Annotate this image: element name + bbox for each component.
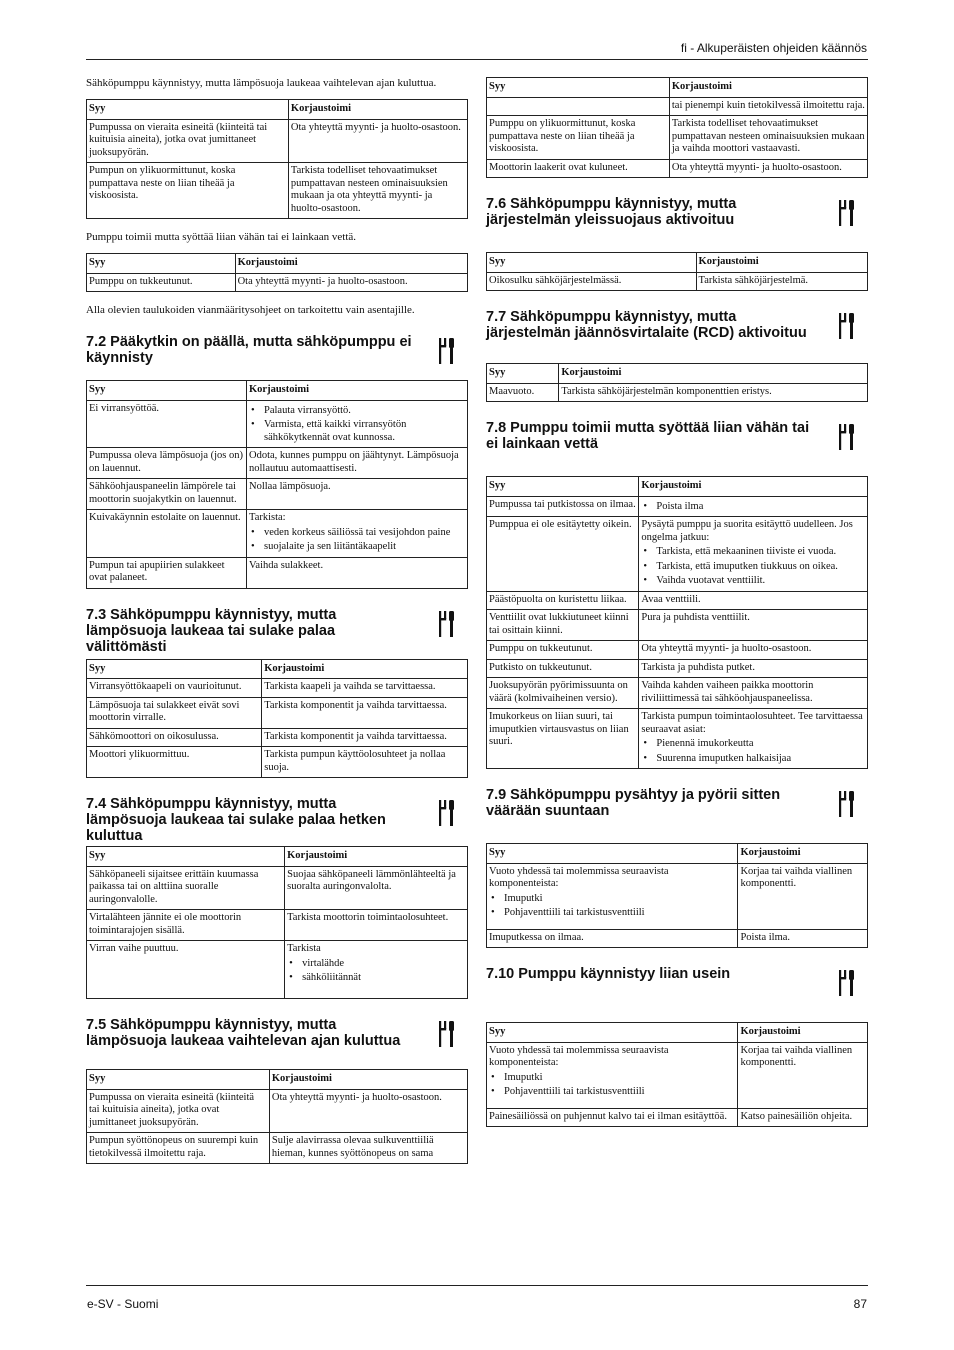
section-7-8-heading: 7.8 Pumppu toimii mutta syöttää liian vähän tai ei lainkaan vettä	[486, 420, 868, 454]
wrench-screwdriver-icon	[436, 1019, 458, 1049]
col-header-action: Korjaustoimi	[262, 659, 468, 679]
col-header-action: Korjaustoimi	[288, 100, 467, 120]
intro-text: Sähköpumppu käynnistyy, mutta lämpösuoja laukeaa vaihtelevan ajan kuluttua.	[86, 77, 437, 89]
body-text: Alla olevien taulukoiden vianmääritysohjeet on tarkoitettu vain asentajille.	[86, 304, 415, 316]
section-7-10-heading: 7.10 Pumppu käynnistyy liian usein	[486, 966, 868, 1000]
table-row: Pumpussa tai putkistossa on ilmaa. • Poista ilma	[487, 496, 868, 517]
col-header-cause: Syy	[487, 364, 559, 384]
table-row: Moottori ylikuormittuu. Tarkista pumpun käyttöolosuhteet ja nollaa suoja.	[87, 747, 468, 778]
col-header-cause: Syy	[87, 1070, 270, 1090]
table-row: Pumppua ei ole esitäytetty oikein. Pysäytä pumppu ja suorita esitäyttö uudelleen. Jos ongelma jatkuu: • Tarkista, että mekaaninen tiiviste ei vuoda. • Tarkista, että imuputken tiukkuus on oikea. • Vaihda vuotavat venttiilit.	[487, 517, 868, 592]
col-header-cause: Syy	[87, 381, 247, 401]
section-7-2-heading: 7.2 Pääkytkin on päällä, mutta sähköpumppu ei käynnisty	[86, 334, 468, 368]
table-7-6	[486, 252, 868, 291]
wrench-screwdriver-icon	[836, 198, 858, 228]
right-column	[486, 77, 868, 1127]
col-header-cause: Syy	[87, 254, 236, 274]
left-column	[86, 77, 468, 1164]
col-header-action: Korjaustoimi	[285, 847, 468, 867]
col-header-cause: Syy	[487, 253, 697, 273]
table-row: Sähkömoottori on oikosulussa. Tarkista komponentit ja vaihda tarvittaessa.	[87, 728, 468, 747]
footer-rule	[86, 1285, 868, 1286]
table-row: Moottorin laakerit ovat kuluneet. Ota yhteyttä myynti- ja huolto-osastoon.	[487, 159, 868, 178]
table-row: Pumpun tai apupiirien sulakkeet ovat palaneet. Vaihda sulakkeet.	[87, 557, 468, 588]
col-header-action: Korjaustoimi	[669, 78, 867, 98]
table-row: Pumpussa oleva lämpösuoja (jos on) on lauennut. Odota, kunnes pumppu on jäähtynyt. Lämpösuoja nollautuu automaattisesti.	[87, 448, 468, 479]
table-intro	[86, 99, 468, 219]
table-row: Imukorkeus on liian suuri, tai imuputkien virtausvastus on liian suuri. Tarkista pumpun toimintaolosuhteet. Tee tarvittaessa seuraavat asiat: • Pienennä imukorkeutta • Suurenna imuputken halkaisijaa	[487, 709, 868, 769]
col-header-cause: Syy	[487, 844, 738, 864]
section-7-3-heading: 7.3 Sähköpumppu käynnistyy, mutta lämpösuoja laukeaa tai sulake palaa välittömästi	[86, 607, 468, 655]
footer-doc-name: e-SV - Suomi	[87, 1297, 159, 1311]
col-header-action: Korjaustoimi	[269, 1070, 467, 1090]
header-title: fi - Alkuperäisten ohjeiden käännös	[680, 41, 867, 55]
table-row: Kuivakäynnin estolaite on lauennut. Tarkista: • veden korkeus säiliössä tai vesijohdon paine • suojalaite ja sen liitäntäkaapelit	[87, 510, 468, 558]
table-row: Putkisto on tukkeutunut. Tarkista ja puhdista putket.	[487, 659, 868, 678]
wrench-screwdriver-icon	[836, 968, 858, 998]
section-7-6-heading: 7.6 Sähköpumppu käynnistyy, mutta järjestelmän yleissuojaus aktivoituu	[486, 196, 868, 230]
table-7-3	[86, 659, 468, 779]
table-row: Pumpussa on vieraita esineitä (kiinteitä tai kuituisia aineita), jotka ovat jumittaneet juoksupyörän. Ota yhteyttä myynti- ja huolto-osastoon.	[87, 119, 468, 163]
table-row: Venttiilit ovat lukkiutuneet kiinni tai osittain kiinni. Pura ja puhdista venttiilit.	[487, 610, 868, 641]
table-7-2	[86, 380, 468, 589]
col-header-cause: Syy	[487, 1023, 738, 1043]
table-row: Vuoto yhdessä tai molemmissa seuraavista komponenteista: • Imuputki • Pohjaventtiili tai tarkistusventtiili Korjaa tai vaihda viallinen komponentti.	[487, 863, 868, 929]
col-header-cause: Syy	[87, 847, 285, 867]
table-row: Pumppu on ylikuormittunut, koska pumpattava neste on liian tiheää ja viskoosista. Tarkista todelliset tehovaatimukset pumpattavan nesteen ominaisuuksien mukaan ja vaihda moottori vastaavasti.	[487, 116, 868, 160]
table-row: tai pienempi kuin tietokilvessä ilmoitettu raja.	[487, 97, 868, 116]
table-row: Pumppu on tukkeutunut. Ota yhteyttä myynti- ja huolto-osastoon.	[487, 641, 868, 660]
table-row: Painesäiliössä on puhjennut kalvo tai ei ilman esitäyttöä. Katso painesäiliön ohjeita.	[487, 1108, 868, 1127]
table-7-10	[486, 1022, 868, 1127]
table-row: Sähköpaneeli sijaitsee erittäin kuumassa paikassa tai on alttiina suoralle auringonvalolle. Suojaa sähköpaneeli lämmönlähteeltä ja suoralta auringonvalolta.	[87, 866, 468, 910]
table-row: Maavuoto. Tarkista sähköjärjestelmän komponenttien eristys.	[487, 383, 868, 402]
section-7-4-heading: 7.4 Sähköpumppu käynnistyy, mutta lämpösuoja laukeaa tai sulake palaa hetken kuluttua	[86, 796, 468, 844]
table-row: Virran vaihe puuttuu. Tarkista • virtalähde • sähköliitännät	[87, 941, 468, 999]
table-supply	[86, 253, 468, 292]
table-row: Lämpösuoja tai sulakkeet eivät sovi moottorin virralle. Tarkista komponentit ja vaihda tarvittaessa.	[87, 697, 468, 728]
table-row: Päästöpuolta on kuristettu liikaa. Avaa venttiili.	[487, 591, 868, 610]
col-header-cause: Syy	[487, 477, 639, 497]
table-row: Oikosulku sähköjärjestelmässä. Tarkista sähköjärjestelmä.	[487, 272, 868, 291]
col-header-action: Korjaustoimi	[639, 477, 868, 497]
wrench-screwdriver-icon	[836, 789, 858, 819]
table-row: Pumppu on tukkeutunut. Ota yhteyttä myynti- ja huolto-osastoon.	[87, 273, 468, 292]
table-7-8	[486, 476, 868, 769]
header-rule	[86, 59, 868, 60]
col-header-action: Korjaustoimi	[738, 844, 868, 864]
body-text: Pumppu toimii mutta syöttää liian vähän tai ei lainkaan vettä.	[86, 231, 357, 243]
table-7-5	[86, 1069, 468, 1164]
col-header-cause: Syy	[87, 659, 262, 679]
col-header-action: Korjaustoimi	[247, 381, 468, 401]
table-row: Virtalähteen jännite ei ole moottorin toimintarajojen sisällä. Tarkista moottorin toimintaolosuhteet.	[87, 910, 468, 941]
table-row: Vuoto yhdessä tai molemmissa seuraavista komponenteista: • Imuputki • Pohjaventtiili tai tarkistusventtiili Korjaa tai vaihda viallinen komponentti.	[487, 1042, 868, 1108]
table-row: Pumpun syöttönopeus on suurempi kuin tietokilvessä ilmoitettu raja. Sulje alavirrassa olevaa sulkuventtiiliä hieman, kunnes syöttönopeus on sama	[87, 1133, 468, 1164]
wrench-screwdriver-icon	[436, 609, 458, 639]
col-header-action: Korjaustoimi	[235, 254, 467, 274]
col-header-cause: Syy	[487, 78, 670, 98]
table-row: Pumpussa on vieraita esineitä (kiinteitä tai kuituisia aineita), jotka ovat jumittaneet juoksupyörän. Ota yhteyttä myynti- ja huolto-osastoon.	[87, 1089, 468, 1133]
col-header-action: Korjaustoimi	[696, 253, 867, 273]
page-number: 87	[853, 1297, 867, 1311]
table-row: Juoksupyörän pyörimissuunta on väärä (kolmivaiheinen versio). Vaihda kahden vaiheen paikka moottorin riviliittimessä tai sähköohjauspaneelissa.	[487, 678, 868, 709]
col-header-action: Korjaustoimi	[559, 364, 868, 384]
table-7-7	[486, 363, 868, 402]
wrench-screwdriver-icon	[436, 798, 458, 828]
col-header-action: Korjaustoimi	[738, 1023, 868, 1043]
section-7-7-heading: 7.7 Sähköpumppu käynnistyy, mutta järjestelmän jäännösvirtalaite (RCD) aktivoituu	[486, 309, 868, 357]
table-row: Imuputkessa on ilmaa. Poista ilma.	[487, 929, 868, 948]
section-7-5-heading: 7.5 Sähköpumppu käynnistyy, mutta lämpösuoja laukeaa vaihtelevan ajan kuluttua	[86, 1017, 468, 1065]
table-row: Ei virransyöttöä. • Palauta virransyöttö. • Varmista, että kaikki virransyötön sähkökytkennät ovat kunnossa.	[87, 400, 468, 448]
table-7-4	[86, 846, 468, 999]
table-row: Virransyöttökaapeli on vaurioitunut. Tarkista kaapeli ja vaihda se tarvittaessa.	[87, 679, 468, 698]
wrench-screwdriver-icon	[836, 422, 858, 452]
table-7-5-continued	[486, 77, 868, 178]
table-7-9	[486, 843, 868, 948]
section-7-9-heading: 7.9 Sähköpumppu pysähtyy ja pyörii sitten väärään suuntaan	[486, 787, 868, 821]
col-header-cause: Syy	[87, 100, 289, 120]
table-row: Sähköohjauspaneelin lämpörele tai moottorin suojakytkin on lauennut. Nollaa lämpösuoja.	[87, 479, 468, 510]
table-row: Pumpun on ylikuormittunut, koska pumpattava neste on liian tiheää ja viskoosista. Tarkista todelliset tehovaatimukset pumpattavan nesteen ominaisuuksien mukaan ja ota yhteyttä myynti- ja huolto-osastoon.	[87, 163, 468, 219]
wrench-screwdriver-icon	[436, 336, 458, 366]
wrench-screwdriver-icon	[836, 311, 858, 341]
